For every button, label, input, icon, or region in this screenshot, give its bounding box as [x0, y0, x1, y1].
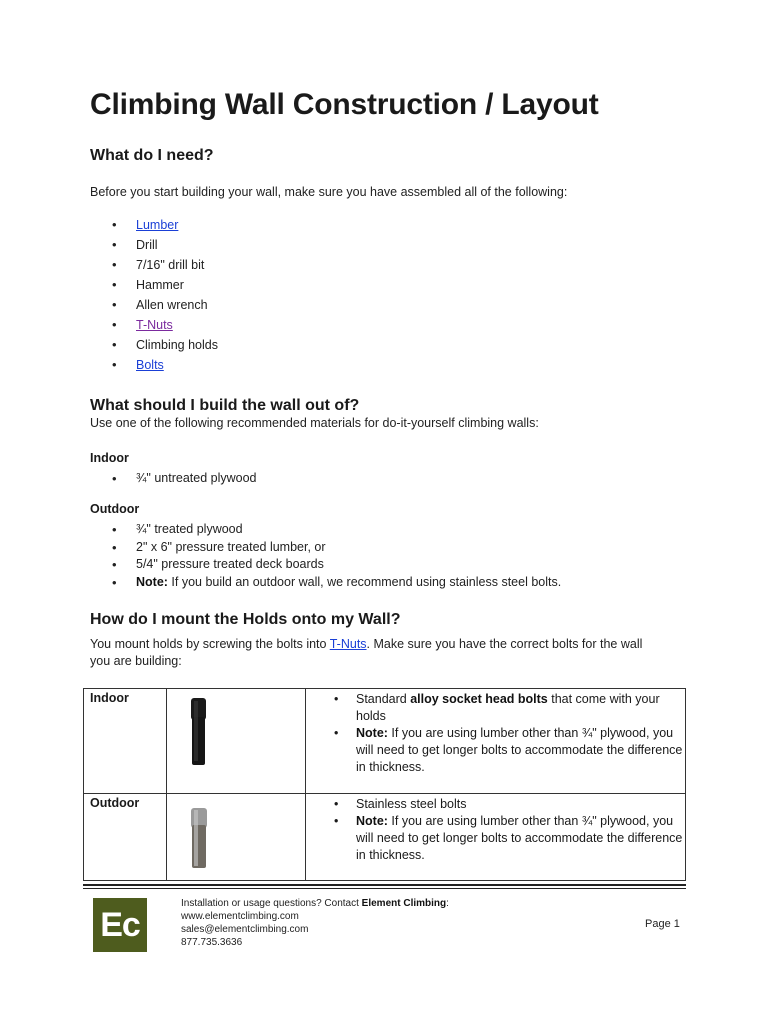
list-item — [112, 574, 561, 592]
page-number: Page 1 — [645, 918, 680, 930]
phone-number: 877.735.3636 — [181, 937, 243, 948]
black-bolt-image — [167, 689, 305, 793]
list-item: • ¾" treated plywood — [112, 521, 561, 539]
outdoor-bolt-description — [306, 794, 686, 881]
indoor-materials-list — [112, 470, 257, 488]
footer-contact: Installation or usage questions? Contact Element Climbing: www.elementclimbing.com sales@elementclimbing.com 877.735.3636 — [181, 898, 449, 948]
footer-divider — [83, 884, 686, 886]
table-row — [84, 689, 686, 794]
table-row — [84, 794, 686, 881]
list-item: • Standard alloy socket head bolts that come with your holds — [334, 691, 685, 725]
row-label: Indoor — [84, 689, 167, 794]
list-item: • Note: If you are using lumber other than ¾" plywood, you will need to get longer bolts to accommodate the difference in thickness. — [334, 813, 685, 864]
list-item: • Note: If you are using lumber other than ¾" plywood, you will need to get longer bolts to accommodate the difference in thickness. — [334, 725, 685, 776]
bolts-link[interactable]: Bolts — [136, 358, 164, 372]
list-item: • Climbing holds — [112, 335, 218, 355]
note-text: If you build an outdoor wall, we recommend using stainless steel bolts. — [167, 574, 562, 589]
list-item[interactable] — [112, 315, 218, 335]
section1-intro: Before you start building your wall, make sure you have assembled all of the following: — [90, 185, 568, 199]
indoor-bolt-description — [306, 689, 686, 794]
bolt-image-cell — [167, 689, 306, 794]
outdoor-heading: Outdoor — [90, 502, 140, 516]
section3-intro: You mount holds by screwing the bolts into T-Nuts. Make sure you have the correct bolts for the wall you are building: — [90, 637, 643, 668]
footer-divider — [83, 888, 686, 889]
list-item: • Hammer — [112, 275, 218, 295]
list-item: • ¾" untreated plywood — [112, 470, 257, 488]
list-item: • 7/16" drill bit — [112, 255, 218, 275]
outdoor-materials-list — [112, 521, 561, 591]
indoor-heading: Indoor — [90, 451, 129, 465]
list-item: • 2" x 6" pressure treated lumber, or — [112, 539, 561, 557]
list-item: • Drill — [112, 235, 218, 255]
note-label: Note: — [136, 574, 168, 589]
website-link[interactable]: www.elementclimbing.com — [181, 911, 299, 922]
list-item: • Allen wrench — [112, 295, 218, 315]
list-item[interactable] — [112, 215, 218, 235]
list-item: • Stainless steel bolts — [334, 796, 685, 813]
stainless-bolt-image — [167, 794, 305, 880]
section-heading-what-do-i-need: What do I need? — [90, 147, 214, 164]
section-heading-materials: What should I build the wall out of? — [90, 397, 360, 414]
page-title: Climbing Wall Construction / Layout — [90, 88, 599, 121]
bolt-table — [83, 688, 686, 881]
needed-items-list — [112, 215, 218, 375]
row-label: Outdoor — [84, 794, 167, 881]
element-climbing-logo: Ec — [93, 898, 147, 952]
t-nuts-link[interactable]: T-Nuts — [329, 637, 367, 651]
bolt-image-cell — [167, 794, 306, 881]
section-heading-mount-holds: How do I mount the Holds onto my Wall? — [90, 611, 401, 628]
email-link[interactable]: sales@elementclimbing.com — [181, 924, 309, 935]
t-nuts-link[interactable]: T-Nuts — [136, 318, 173, 332]
section2-intro: Use one of the following recommended materials for do-it-yourself climbing walls: — [90, 416, 539, 430]
list-item: • 5/4" pressure treated deck boards — [112, 556, 561, 574]
list-item[interactable] — [112, 355, 218, 375]
lumber-link[interactable]: Lumber — [136, 218, 179, 232]
